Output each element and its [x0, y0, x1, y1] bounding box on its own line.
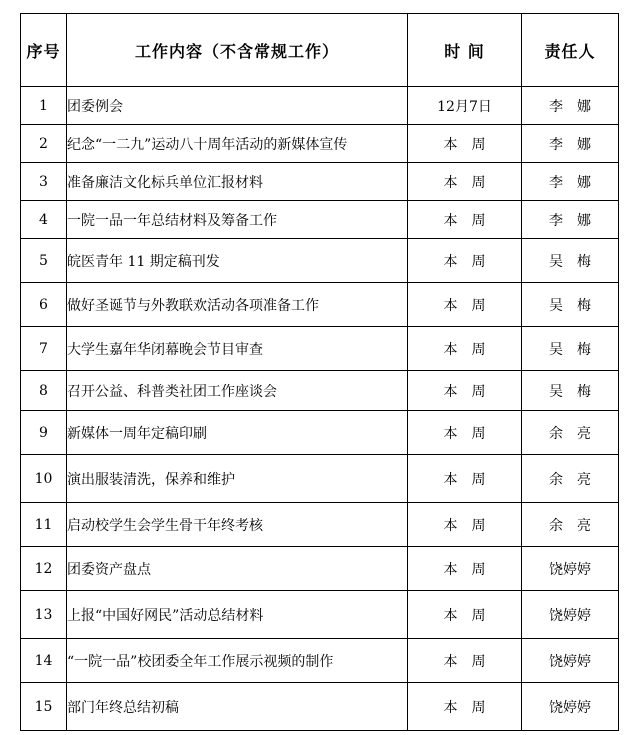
row-time-cell: 本 周 [408, 201, 522, 239]
row-content-cell: 部门年终总结初稿 [67, 683, 408, 731]
row-time-cell: 本 周 [408, 283, 522, 327]
table-row [21, 683, 619, 731]
row-owner-cell: 饶婷婷 [522, 639, 619, 683]
row-content-cell: 演出服装清洗，保养和维护 [67, 455, 408, 503]
row-time-cell: 本 周 [408, 591, 522, 639]
row-time-cell: 本 周 [408, 125, 522, 163]
row-content-cell: 团委例会 [67, 87, 408, 125]
row-time-cell: 本 周 [408, 455, 522, 503]
row-time-cell: 本 周 [408, 547, 522, 591]
row-owner-cell: 饶婷婷 [522, 547, 619, 591]
row-index-cell: 15 [21, 683, 67, 731]
row-owner-cell: 吴 梅 [522, 239, 619, 283]
row-owner-cell: 余 亮 [522, 411, 619, 455]
row-content-cell: 做好圣诞节与外教联欢活动各项准备工作 [67, 283, 408, 327]
row-content-cell: 大学生嘉年华闭幕晚会节目审查 [67, 327, 408, 371]
table-row [21, 163, 619, 201]
row-time-cell: 本 周 [408, 503, 522, 547]
table-row [21, 283, 619, 327]
row-content-cell: 上报“中国好网民”活动总结材料 [67, 591, 408, 639]
row-content-cell: 启动校学生会学生骨干年终考核 [67, 503, 408, 547]
row-owner-cell: 李 娜 [522, 201, 619, 239]
header-time: 时 间 [408, 14, 522, 87]
row-time-cell: 本 周 [408, 639, 522, 683]
row-index-cell: 1 [21, 87, 67, 125]
row-owner-cell: 李 娜 [522, 125, 619, 163]
header-row [21, 14, 619, 87]
table-row [21, 639, 619, 683]
table-row [21, 371, 619, 411]
table-row [21, 455, 619, 503]
table-row [21, 411, 619, 455]
table-row [21, 201, 619, 239]
header-content: 工作内容（不含常规工作） [67, 14, 408, 87]
row-content-cell: 团委资产盘点 [67, 547, 408, 591]
row-time-cell: 本 周 [408, 327, 522, 371]
row-index-cell: 14 [21, 639, 67, 683]
table-row [21, 125, 619, 163]
row-content-cell: 皖医青年 11 期定稿刊发 [67, 239, 408, 283]
row-owner-cell: 吴 梅 [522, 327, 619, 371]
row-index-cell: 13 [21, 591, 67, 639]
row-index-cell: 6 [21, 283, 67, 327]
row-owner-cell: 余 亮 [522, 455, 619, 503]
row-time-cell: 本 周 [408, 163, 522, 201]
row-content-cell: “一院一品”校团委全年工作展示视频的制作 [67, 639, 408, 683]
row-index-cell: 2 [21, 125, 67, 163]
table-body [21, 87, 619, 731]
table-row [21, 87, 619, 125]
row-time-cell: 本 周 [408, 683, 522, 731]
work-schedule-table [20, 13, 619, 731]
header-owner: 责任人 [522, 14, 619, 87]
row-index-cell: 8 [21, 371, 67, 411]
header-index: 序号 [21, 14, 67, 87]
row-index-cell: 10 [21, 455, 67, 503]
row-time-cell: 本 周 [408, 411, 522, 455]
row-index-cell: 7 [21, 327, 67, 371]
table-row [21, 239, 619, 283]
table-row [21, 547, 619, 591]
row-owner-cell: 饶婷婷 [522, 683, 619, 731]
row-time-cell: 本 周 [408, 371, 522, 411]
row-owner-cell: 吴 梅 [522, 371, 619, 411]
row-index-cell: 12 [21, 547, 67, 591]
row-owner-cell: 李 娜 [522, 87, 619, 125]
row-index-cell: 11 [21, 503, 67, 547]
row-index-cell: 5 [21, 239, 67, 283]
row-content-cell: 新媒体一周年定稿印刷 [67, 411, 408, 455]
row-time-cell: 12月7日 [408, 87, 522, 125]
row-index-cell: 3 [21, 163, 67, 201]
row-owner-cell: 饶婷婷 [522, 591, 619, 639]
row-owner-cell: 吴 梅 [522, 283, 619, 327]
row-content-cell: 一院一品一年总结材料及筹备工作 [67, 201, 408, 239]
row-index-cell: 4 [21, 201, 67, 239]
row-time-cell: 本 周 [408, 239, 522, 283]
table-row [21, 503, 619, 547]
row-owner-cell: 余 亮 [522, 503, 619, 547]
row-index-cell: 9 [21, 411, 67, 455]
row-content-cell: 准备廉洁文化标兵单位汇报材料 [67, 163, 408, 201]
row-owner-cell: 李 娜 [522, 163, 619, 201]
table-row [21, 591, 619, 639]
row-content-cell: 召开公益、科普类社团工作座谈会 [67, 371, 408, 411]
row-content-cell: 纪念“一二九”运动八十周年活动的新媒体宣传 [67, 125, 408, 163]
table-row [21, 327, 619, 371]
